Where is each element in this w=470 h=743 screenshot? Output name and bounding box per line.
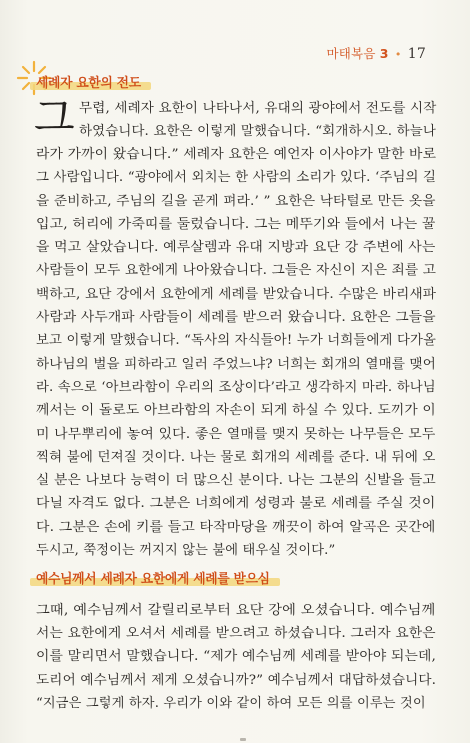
body-line: 그때, 예수님께서 갈릴리로부터 요단 강에 오셨습니다. 예수님께 [36, 603, 436, 618]
body-line: 두시고, 쭉정이는 꺼지지 않는 불에 태우실 것이다.” [36, 543, 336, 558]
drop-cap: 그 [34, 93, 75, 142]
section-heading-text: 세례자 요한의 전도 [36, 76, 141, 91]
body-line: 찍혀 불에 던져질 것이다. 나는 물로 회개의 세례를 준다. 내 뒤에 오 [36, 450, 436, 465]
body-line: 그 사람입니다. “광야에서 외치는 한 사람의 소리가 있다. ‘주님의 길 [36, 170, 437, 185]
body-line: 하였습니다. 요한은 이렇게 말했습니다. “회개하시오. 하늘나 [79, 124, 436, 139]
body-line: 사람들이 모두 요한에게 나아왔습니다. 그들은 자신이 지은 죄를 고 [36, 263, 437, 278]
body-line: “지금은 그렇게 하자. 우리가 이와 같이 하여 모든 의를 이루는 것이 [36, 696, 426, 711]
page-edge-mark [240, 738, 246, 741]
chapter-number: 3 [379, 46, 389, 61]
separator-dot: • [394, 48, 402, 61]
body-line: 백하고, 요단 강에서 요한에게 세례를 받았습니다. 수많은 바리새파 [36, 287, 437, 302]
body-line: 보고 이렇게 말했습니다. “독사의 자식들아! 누가 너희들에게 다가올 [36, 333, 437, 348]
body-line: 을 먹고 살았습니다. 예루살렘과 유대 지방과 요단 강 주변에 사는 [36, 240, 436, 255]
body-line: 라. 속으로 ‘아브라함이 우리의 조상이다’라고 생각하지 마라. 하나님 [36, 380, 436, 395]
running-head [327, 44, 427, 62]
body-line: 서는 요한에게 오셔서 세례를 받으려고 하셨습니다. 그러자 요한은 [36, 626, 436, 641]
body-line: 께서는 이 돌로도 아브라함의 자손이 되게 하실 수 있다. 도끼가 이 [36, 403, 436, 418]
body-line: 다. 그분은 손에 키를 들고 타작마당을 깨끗이 하여 알곡은 곳간에 [36, 520, 436, 535]
body-line: 이를 말리면서 말했습니다. “제가 예수님께 세례를 받아야 되는데, [36, 649, 437, 664]
body-line: 사람과 사두개파 사람들이 세례를 받으러 왔습니다. 요한은 그들을 [36, 310, 436, 325]
body-line: 도리어 예수님께서 제게 오셨습니까?” 예수님께서 대답하셨습니다. [36, 673, 437, 688]
book-title: 마태복음 [326, 46, 376, 61]
body-line: 입고, 허리에 가죽띠를 둘렀습니다. 그는 메뚜기와 들에서 나는 꿀 [36, 217, 436, 232]
section-heading-john-preaching [36, 72, 141, 91]
body-line: 을 준비하고, 주님의 길을 곧게 펴라.’ ” 요한은 낙타털로 만든 옷을 [36, 194, 436, 209]
body-line: 미 나무뿌리에 놓여 있다. 좋은 열매를 맺지 못하는 나무들은 모두 [36, 427, 436, 442]
section-heading-jesus-baptism [36, 568, 270, 587]
page-number: 17 [407, 46, 426, 62]
body-line: 라가 가까이 왔습니다.” 세례자 요한은 예언자 이사야가 말한 바로 [36, 147, 437, 162]
body-line: 다닐 자격도 없다. 그분은 너희에게 성령과 불로 세례를 주실 것이 [36, 496, 436, 511]
body-line: 무렵, 세례자 요한이 나타나서, 유대의 광야에서 전도를 시작 [79, 101, 437, 116]
body-line: 실 분은 나보다 능력이 더 많으신 분이다. 나는 그분의 신발을 들고 [36, 473, 436, 488]
body-line: 하나님의 벌을 피하라고 일러 주었느냐? 너희는 회개의 열매를 맺어 [36, 357, 436, 372]
section-heading-text: 예수님께서 세례자 요한에게 세례를 받으심 [36, 572, 270, 587]
